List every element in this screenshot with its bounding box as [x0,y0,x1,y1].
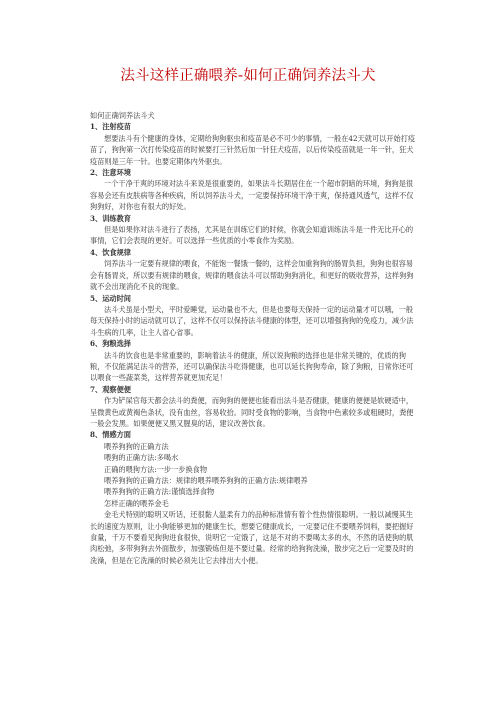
section-heading-4: 4、饮食规律 [90,247,131,257]
list-item: 正确的喂狗方法:一步一步换食物 [104,464,208,474]
section-heading-2: 2、注意环境 [90,168,131,178]
closing-paragraph: 金毛犬特别的聪明又听话，还很黏人温柔有力的品种标准情有着个性热情很聪明。一般以减慢其生长的速度为原则，让小狗能够更加的健康生长，想要它健康成长，一定要记住不要喂养饲料，要把握好食量，千万不要看见狗狗进食很快，说明它一定饿了，这是不对的不要喝太多的水，不然的话使狗的肌肉松弛，多带狗狗去外面散步，加强锻炼但是不要过量。经常的给狗狗洗澡，散步完之后一定要及时的洗澡，但是在它洗澡的时候必须先让它去排出大小便。 [90,510,414,565]
section-body-1: 想要法斗有个健康的身体，定期给狗狗驱虫和疫苗是必不可少的事情，一般在42天就可以开始打疫苗了，狗狗第一次打传染疫苗的时候要打三针然后加一针狂犬疫苗，以后传染疫苗就是一年一针，狂犬疫苗则是三年一针。也要定期体内外驱虫。 [90,133,416,166]
section-heading-7: 7、观察便便 [90,384,131,394]
intro-line: 如何正确饲养法斗犬 [90,111,155,120]
section-heading-3: 3、训练教育 [90,213,131,223]
section-body-5: 法斗犬虽是小型犬，平时爱睡觉，运动量也不大，但是也要每天保持一定的运动量才可以哦，一般每天保持小时的运动就可以了，这样不仅可以保持法斗健康的体型，还可以增强狗狗的免疫力，减少法斗生病的几率，让主人省心省事。 [90,304,414,337]
list-item: 喂养狗狗的正确方法:谨慎选择食物 [104,487,215,497]
section-heading-5: 5、运动时间 [90,293,131,303]
section-body-7: 作为铲屎官每天都会法斗的粪便，而狗狗的便便也能看出法斗是否健康，健康的便便是软硬适中，呈微黄色或黄褐色条状，没有血丝，容易收拾。同时受食物的影响，当食物中色素较多或粗硬时，粪便一般会发黑。如果便便又黑又腥臭的话，建议改善饮食。 [90,396,414,428]
section-heading-8: 8、情感方面 [90,430,131,440]
document-body [90,110,416,566]
section-body-3: 但是如果你对法斗进行了表扬，尤其是在训练它们的时候，你就会知道训练法斗是一件无比开心的事情，它们会表现的更好。可以选择一些优质的小零食作为奖励。 [90,225,414,246]
section-body-2: 一个干净干爽的环境对法斗来说是很重要的，如果法斗长期居住在一个超市阴暗的环境，狗狗是很容易会还有皮肤病等各种疾病，所以饲养法斗犬，一定要保持环境干净干爽，保持通风透气，这样不仅狗狗好，对你也有很大的好处。 [90,179,414,212]
section-body-4: 饲养法斗一定要有规律的喂食，不能饱一餐饿一餐的，这样会加重狗狗的肠胃负担，狗狗也很容易会有肠胃炎，所以要有规律的喂食，规律的喂食法斗可以帮助狗狗消化，和更好的吸收营养，这样狗狗就不会出现消化不良的现象。 [90,259,414,292]
list-item: 喂养狗狗的正确方法 [104,441,169,451]
document-title: 法斗这样正确喂养-如何正确饲养法斗犬 [120,68,376,84]
list-item: 喂狗的正确方法:多喝水 [104,453,179,463]
section-heading-6: 6、狗粮选择 [90,339,131,349]
section-body-6: 法斗的饮食也是非常重要的，影响着法斗的健康，所以说狗粮的选择也是非常关键的，优质的狗粮，不仅能满足法斗的营养，还可以确保法斗吃得健康，也可以延长狗狗寿命，除了狗粮，日常你还可以喂食一些蔬菜类，这样营养就更加充足！ [90,350,414,383]
list-item: 喂养狗狗的正确方法：规律的喂养喂养狗狗的正确方法:规律喂养 [104,476,308,485]
list-item: 怎样正确的喂养金毛 [104,498,169,508]
section-heading-1: 1、注射疫苗 [90,122,131,132]
